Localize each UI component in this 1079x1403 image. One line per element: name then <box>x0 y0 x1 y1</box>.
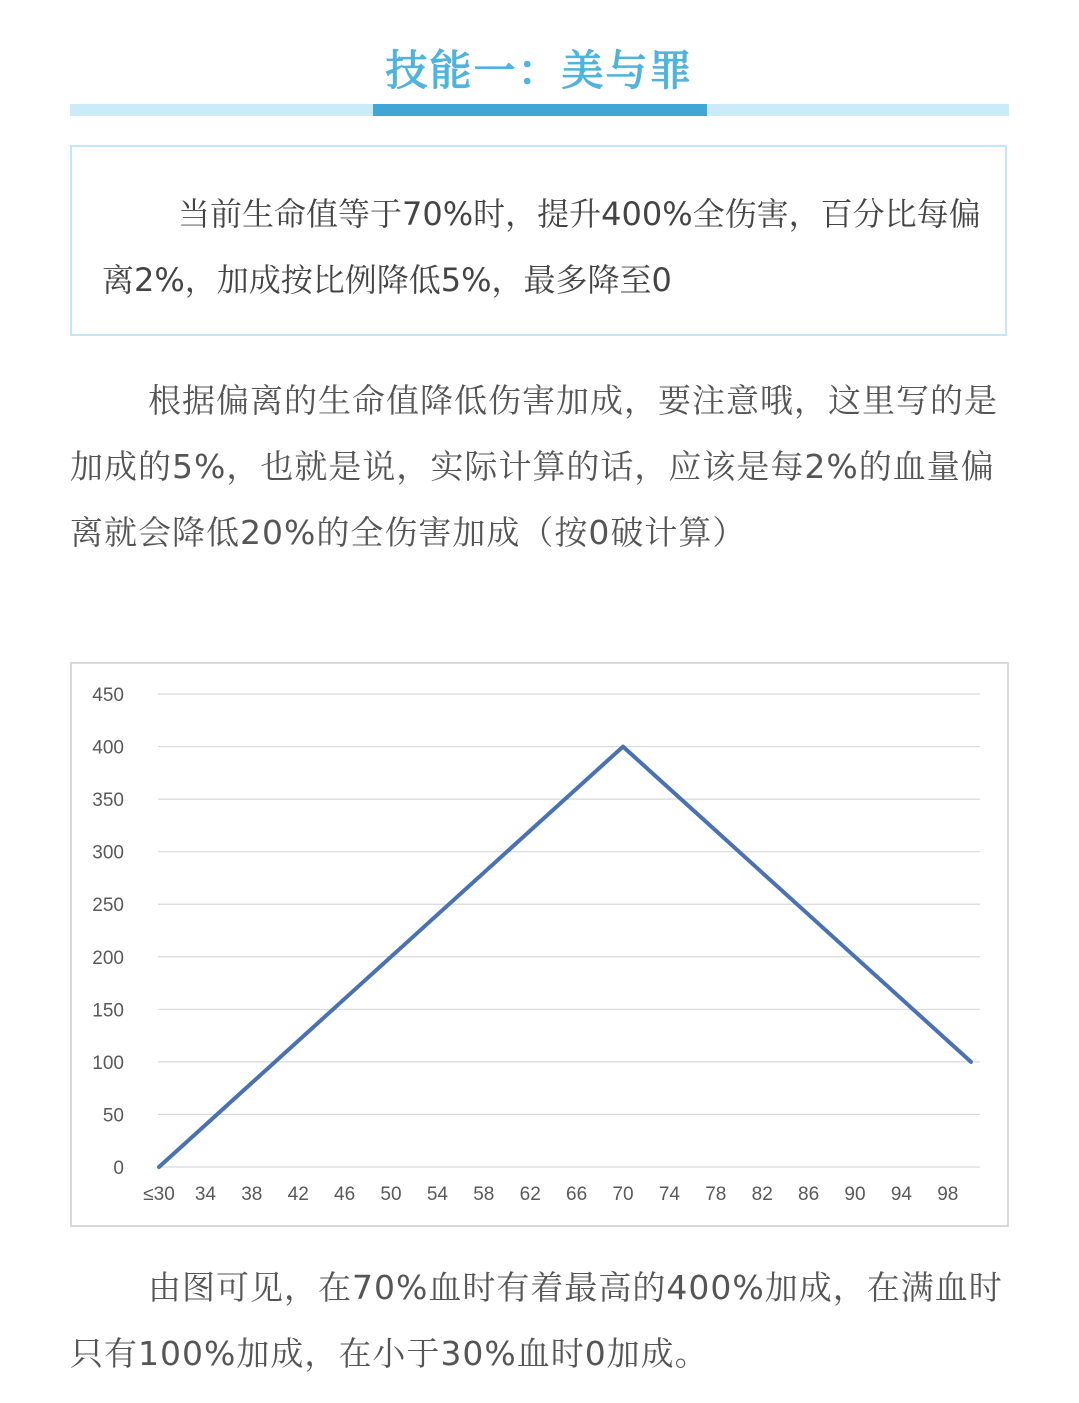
x-tick-label: 94 <box>890 1184 912 1205</box>
y-tick-label: 50 <box>102 1105 124 1127</box>
line-chart <box>72 664 1007 1225</box>
x-tick-label: ≤30 <box>143 1184 175 1205</box>
y-tick-label: 150 <box>92 1000 124 1022</box>
skill-description-text: 当前生命值等于70%时，提升400%全伤害，百分比每偏离2%，加成按比例降低5%，最多降至0 <box>102 195 981 299</box>
x-tick-label: 70 <box>612 1184 634 1205</box>
x-tick-label: 50 <box>380 1184 402 1205</box>
x-tick-label: 86 <box>798 1184 820 1205</box>
x-tick-label: 38 <box>241 1184 263 1205</box>
skill-description-box <box>70 145 1007 336</box>
x-tick-label: 78 <box>705 1184 727 1205</box>
y-tick-label: 0 <box>113 1158 124 1179</box>
x-tick-label: 62 <box>519 1184 541 1205</box>
y-tick-label: 450 <box>92 685 124 706</box>
x-tick-label: 46 <box>334 1184 356 1205</box>
damage-bonus-chart <box>70 662 1009 1227</box>
y-tick-label: 300 <box>92 842 124 864</box>
section-title: 技能一：美与罪 <box>385 46 694 95</box>
title-underline-accent <box>373 104 707 116</box>
x-tick-label: 58 <box>473 1184 495 1205</box>
y-tick-label: 350 <box>92 790 124 812</box>
y-tick-label: 400 <box>92 737 124 759</box>
x-tick-label: 34 <box>194 1184 216 1205</box>
x-tick-label: 90 <box>844 1184 866 1205</box>
x-tick-label: 54 <box>426 1184 448 1205</box>
conclusion-paragraph: 由图可见，在70%血时有着最高的400%加成，在满血时只有100%加成，在小于30%血时0加成。 <box>70 1268 1003 1373</box>
x-tick-label: 42 <box>287 1184 309 1205</box>
x-tick-label: 74 <box>658 1184 680 1205</box>
explanation-paragraph: 根据偏离的生命值降低伤害加成，要注意哦，这里写的是加成的5%，也就是说，实际计算的话，应该是每2%的血量偏离就会降低20%的全伤害加成（按0破计算） <box>70 381 998 552</box>
y-tick-label: 200 <box>92 947 124 969</box>
y-tick-label: 100 <box>92 1052 124 1074</box>
x-tick-label: 82 <box>751 1184 773 1205</box>
x-tick-label: 98 <box>937 1184 959 1205</box>
x-tick-label: 66 <box>566 1184 588 1205</box>
y-tick-label: 250 <box>92 895 124 917</box>
